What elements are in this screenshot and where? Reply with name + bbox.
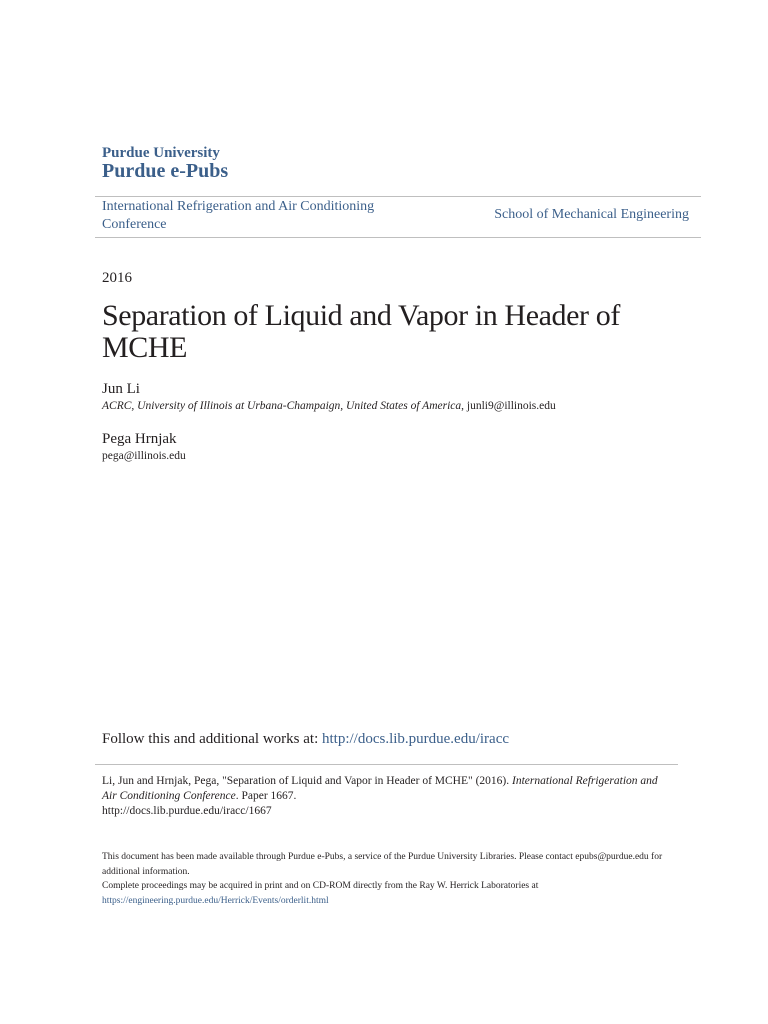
author-email-2: pega@illinois.edu (102, 450, 186, 462)
header-bottom-divider (95, 237, 701, 238)
notice-line-1: This document has been made available through Purdue e-Pubs, a service of the Purdue University Libraries. Please contact epubs@purdue.edu for additional information. (102, 852, 663, 877)
publication-year: 2016 (102, 270, 132, 286)
purdue-university-label[interactable]: Purdue University (102, 145, 220, 161)
citation-lead: Li, Jun and Hrnjak, Pega, "Separation of Liquid and Vapor in Header of MCHE" (2016). (102, 775, 512, 787)
iracc-collection-link[interactable]: http://docs.lib.purdue.edu/iracc (321, 731, 510, 747)
author-name-2: Pega Hrnjak (102, 431, 177, 447)
author-email-1: , junli9@illinois.edu (461, 400, 556, 412)
citation-url[interactable]: http://docs.lib.purdue.edu/iracc/1667 (102, 805, 272, 817)
header-top-divider (95, 196, 701, 197)
herrick-orderlit-link[interactable]: https://engineering.purdue.edu/Herrick/Events/orderlit.html (102, 895, 329, 906)
citation-paper-number: . Paper 1667. (235, 790, 297, 802)
author-affiliation-1-institution: ACRC, University of Illinois at Urbana-Champaign, United States of America (102, 400, 462, 412)
notice-line-2: Complete proceedings may be acquired in print and on CD-ROM directly from the Ray W. Herrick Laboratories at (102, 881, 539, 891)
purdue-epubs-label[interactable]: Purdue e-Pubs (102, 160, 229, 182)
conference-link[interactable]: International Refrigeration and Air Conditioning Conference (102, 199, 375, 232)
follow-line (102, 731, 509, 748)
citation-block (102, 774, 662, 819)
citation-divider (95, 764, 678, 765)
paper-title: Separation of Liquid and Vapor in Header of MCHE (102, 299, 620, 364)
citation-venue: International Refrigeration and Air Conditioning Conference (102, 775, 658, 802)
availability-notice (102, 850, 672, 908)
follow-text: Follow this and additional works at: (102, 731, 322, 747)
author-affiliation-1 (102, 400, 556, 412)
school-link[interactable]: School of Mechanical Engineering (494, 207, 689, 222)
author-name-1: Jun Li (102, 381, 140, 397)
